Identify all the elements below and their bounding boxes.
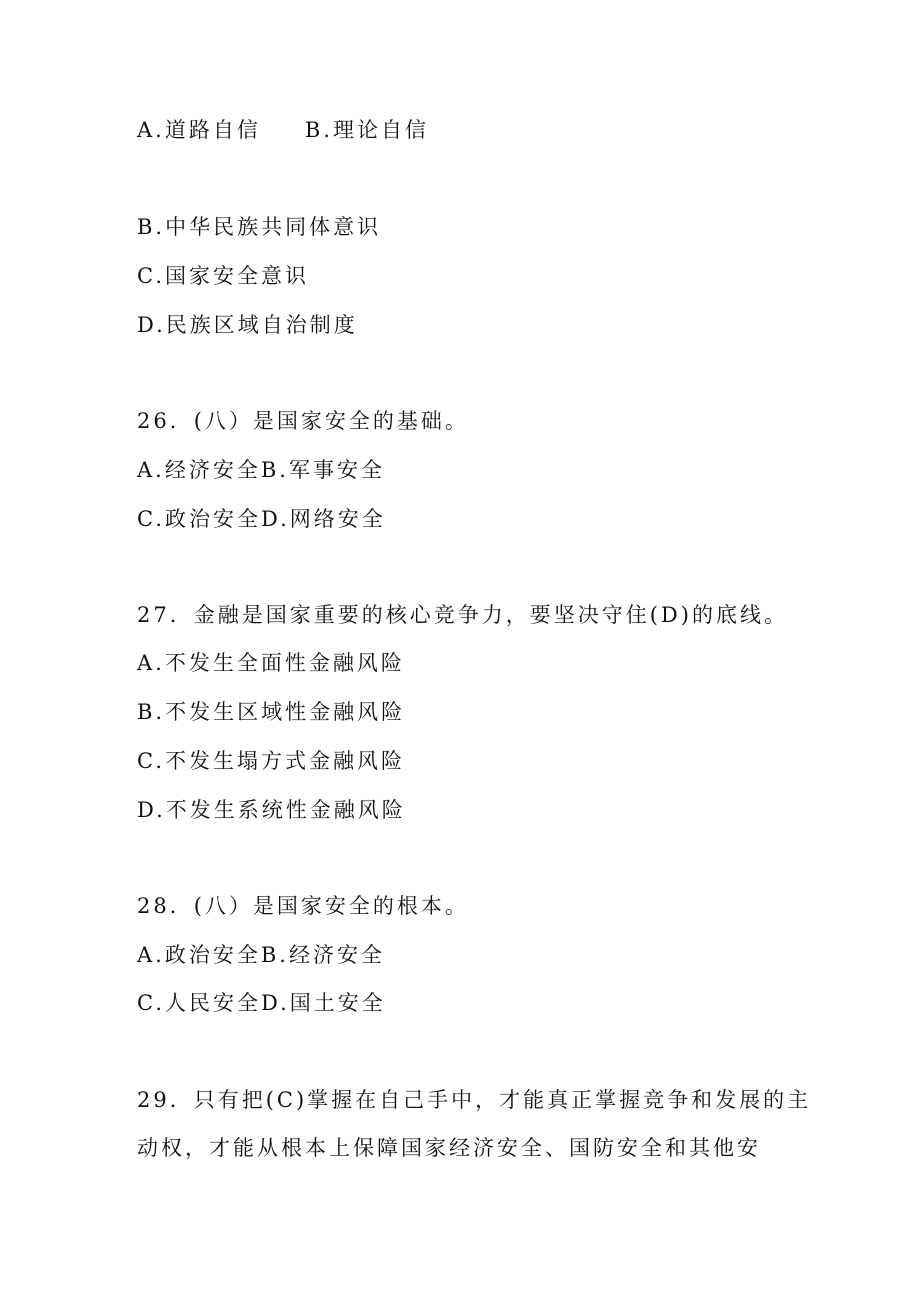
option-line: C.不发生塌方式金融风险	[137, 749, 405, 773]
option-line: D.不发生系统性金融风险	[137, 798, 406, 822]
option-line: C.人民安全D.国土安全	[137, 991, 386, 1015]
question-27: 27．金融是国家重要的核心竞争力，要坚决守住(D)的底线。	[137, 603, 788, 627]
option-line: A.政治安全B.经济安全	[137, 943, 385, 967]
option-line: D.民族区域自治制度	[137, 313, 358, 337]
question-26: 26．(八）是国家安全的基础。	[137, 409, 469, 433]
option-line: A.经济安全B.军事安全	[137, 458, 385, 482]
option-line: C.政治安全D.网络安全	[137, 507, 386, 531]
option-a: A.道路自信	[137, 118, 261, 142]
option-line: C.国家安全意识	[137, 264, 309, 288]
option-line: A.不发生全面性金融风险	[137, 651, 405, 675]
option-b: B.理论自信	[304, 118, 429, 142]
option-line: B.不发生区域性金融风险	[137, 700, 406, 724]
option-line	[137, 115, 429, 145]
option-line: B.中华民族共同体意识	[137, 215, 382, 239]
question-29-continued: 动权，才能从根本上保障国家经济安全、国防安全和其他安	[137, 1136, 761, 1160]
question-29: 29．只有把(C)掌握在自己手中，才能真正掌握竞争和发展的主	[137, 1088, 812, 1112]
question-28: 28．(八）是国家安全的根本。	[137, 894, 469, 918]
